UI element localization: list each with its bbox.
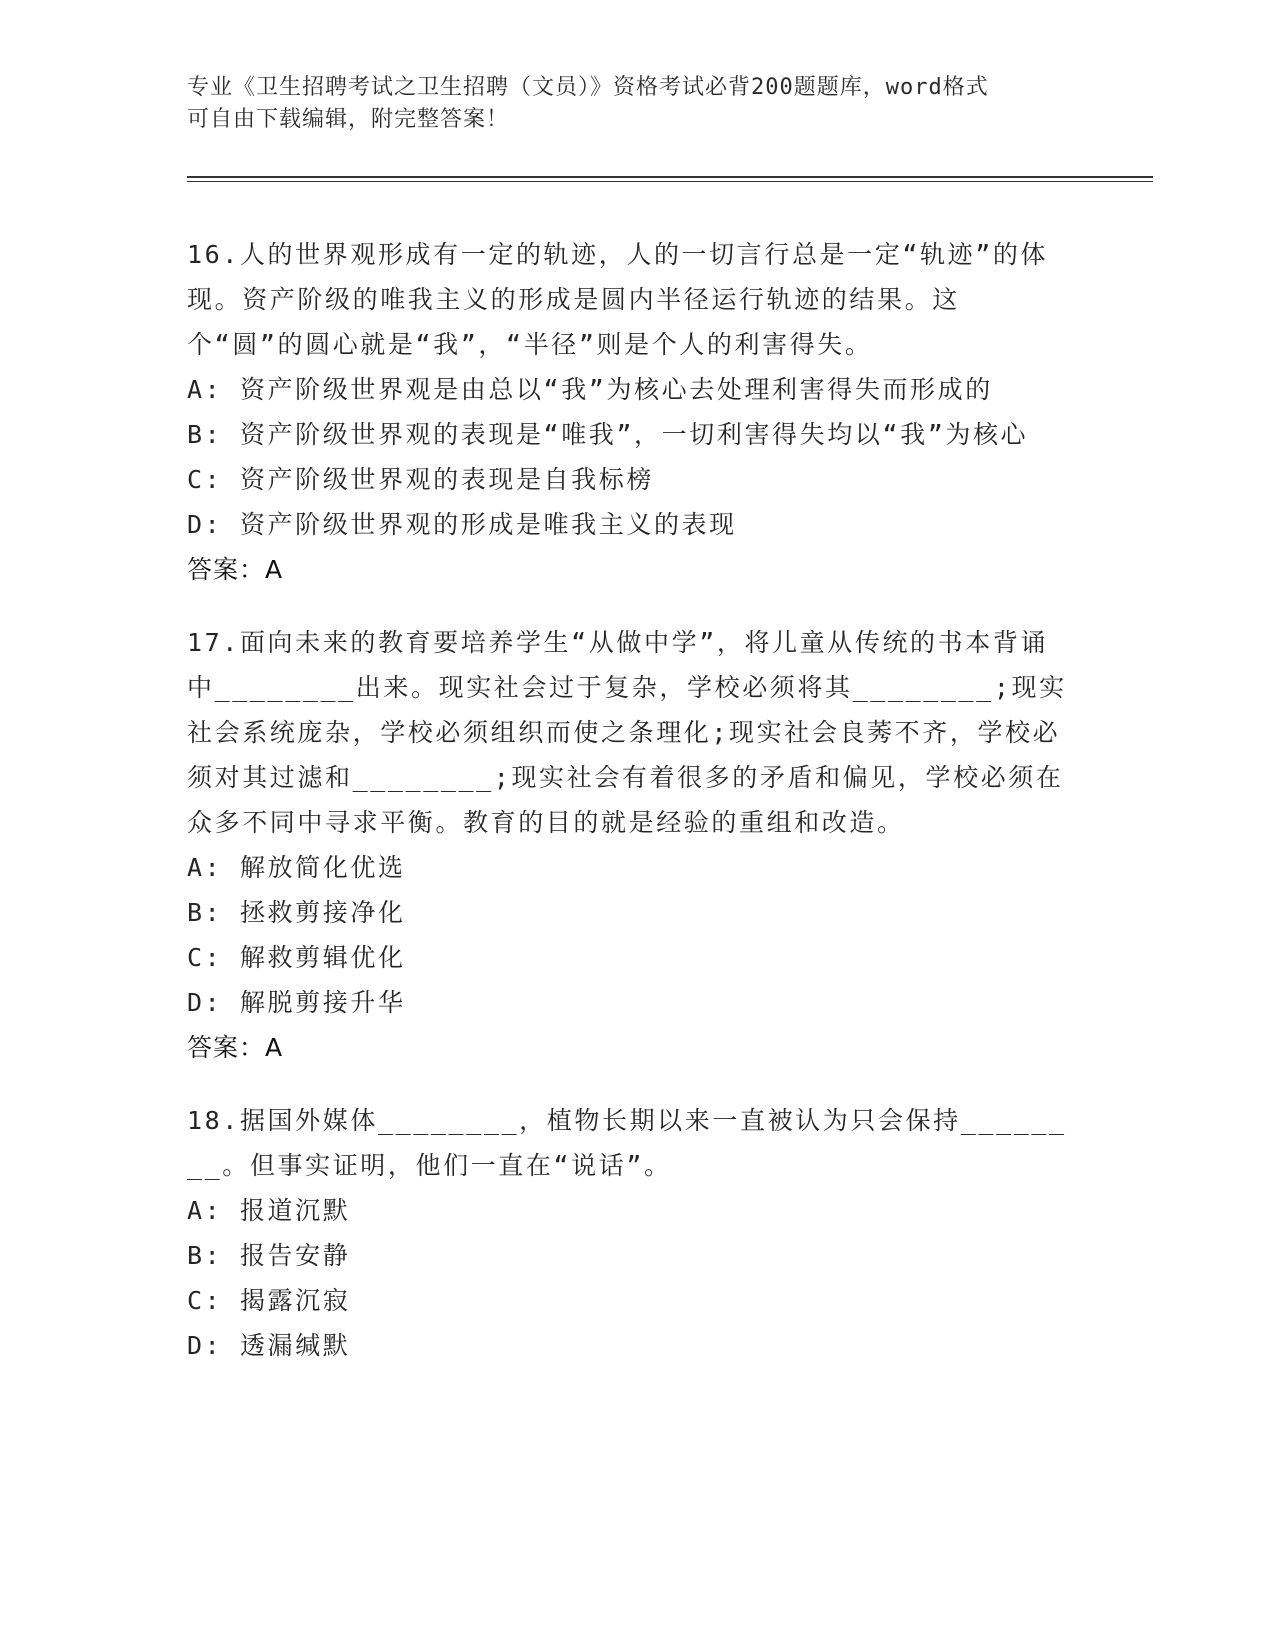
question-18 bbox=[187, 1098, 1067, 1368]
question-list bbox=[187, 232, 1067, 1396]
question-stem: 18.据国外媒体________，植物长期以来一直被认为只会保持________。但事实证明，他们一直在“说话”。 bbox=[187, 1106, 1067, 1180]
option-d: D: 解脱剪接升华 bbox=[187, 988, 406, 1017]
header-line-2: 可自由下载编辑，附完整答案！ bbox=[187, 107, 510, 132]
option-b: B: 资产阶级世界观的表现是“唯我”，一切利害得失均以“我”为核心 bbox=[187, 420, 1029, 449]
option-c: C: 资产阶级世界观的表现是自我标榜 bbox=[187, 465, 654, 494]
document-header bbox=[187, 72, 1067, 136]
option-a: A: 资产阶级世界观是由总以“我”为核心去处理利害得失而形成的 bbox=[187, 375, 993, 404]
header-line-1: 专业《卫生招聘考试之卫生招聘（文员）》资格考试必背200题题库，word格式 bbox=[187, 75, 989, 100]
option-c: C: 揭露沉寂 bbox=[187, 1286, 351, 1315]
option-b: B: 报告安静 bbox=[187, 1241, 351, 1270]
option-d: D: 资产阶级世界观的形成是唯我主义的表现 bbox=[187, 510, 737, 539]
header-divider bbox=[187, 176, 1153, 182]
option-a: A: 解放简化优选 bbox=[187, 853, 406, 882]
option-d: D: 透漏缄默 bbox=[187, 1331, 351, 1360]
question-17 bbox=[187, 620, 1067, 1070]
answer-label: 答案：A bbox=[187, 1033, 284, 1062]
question-stem: 17.面向未来的教育要培养学生“从做中学”，将儿童从传统的书本背诵中________出来。现实社会过于复杂，学校必须将其________;现实社会系统庞杂，学校必须组织而使之条理化;现实社会良莠不齐，学校必须对其过滤和________;现实社会有着很多的矛盾和偏见，学校必须在众多不同中寻求平衡。教育的目的就是经验的重组和改造。 bbox=[187, 628, 1067, 837]
question-16 bbox=[187, 232, 1067, 592]
option-c: C: 解救剪辑优化 bbox=[187, 943, 406, 972]
answer-label: 答案：A bbox=[187, 555, 284, 584]
question-stem: 16.人的世界观形成有一定的轨迹，人的一切言行总是一定“轨迹”的体现。资产阶级的唯我主义的形成是圆内半径运行轨迹的结果。这个“圆”的圆心就是“我”，“半径”则是个人的利害得失。 bbox=[187, 240, 1049, 359]
option-a: A: 报道沉默 bbox=[187, 1196, 351, 1225]
option-b: B: 拯救剪接净化 bbox=[187, 898, 406, 927]
